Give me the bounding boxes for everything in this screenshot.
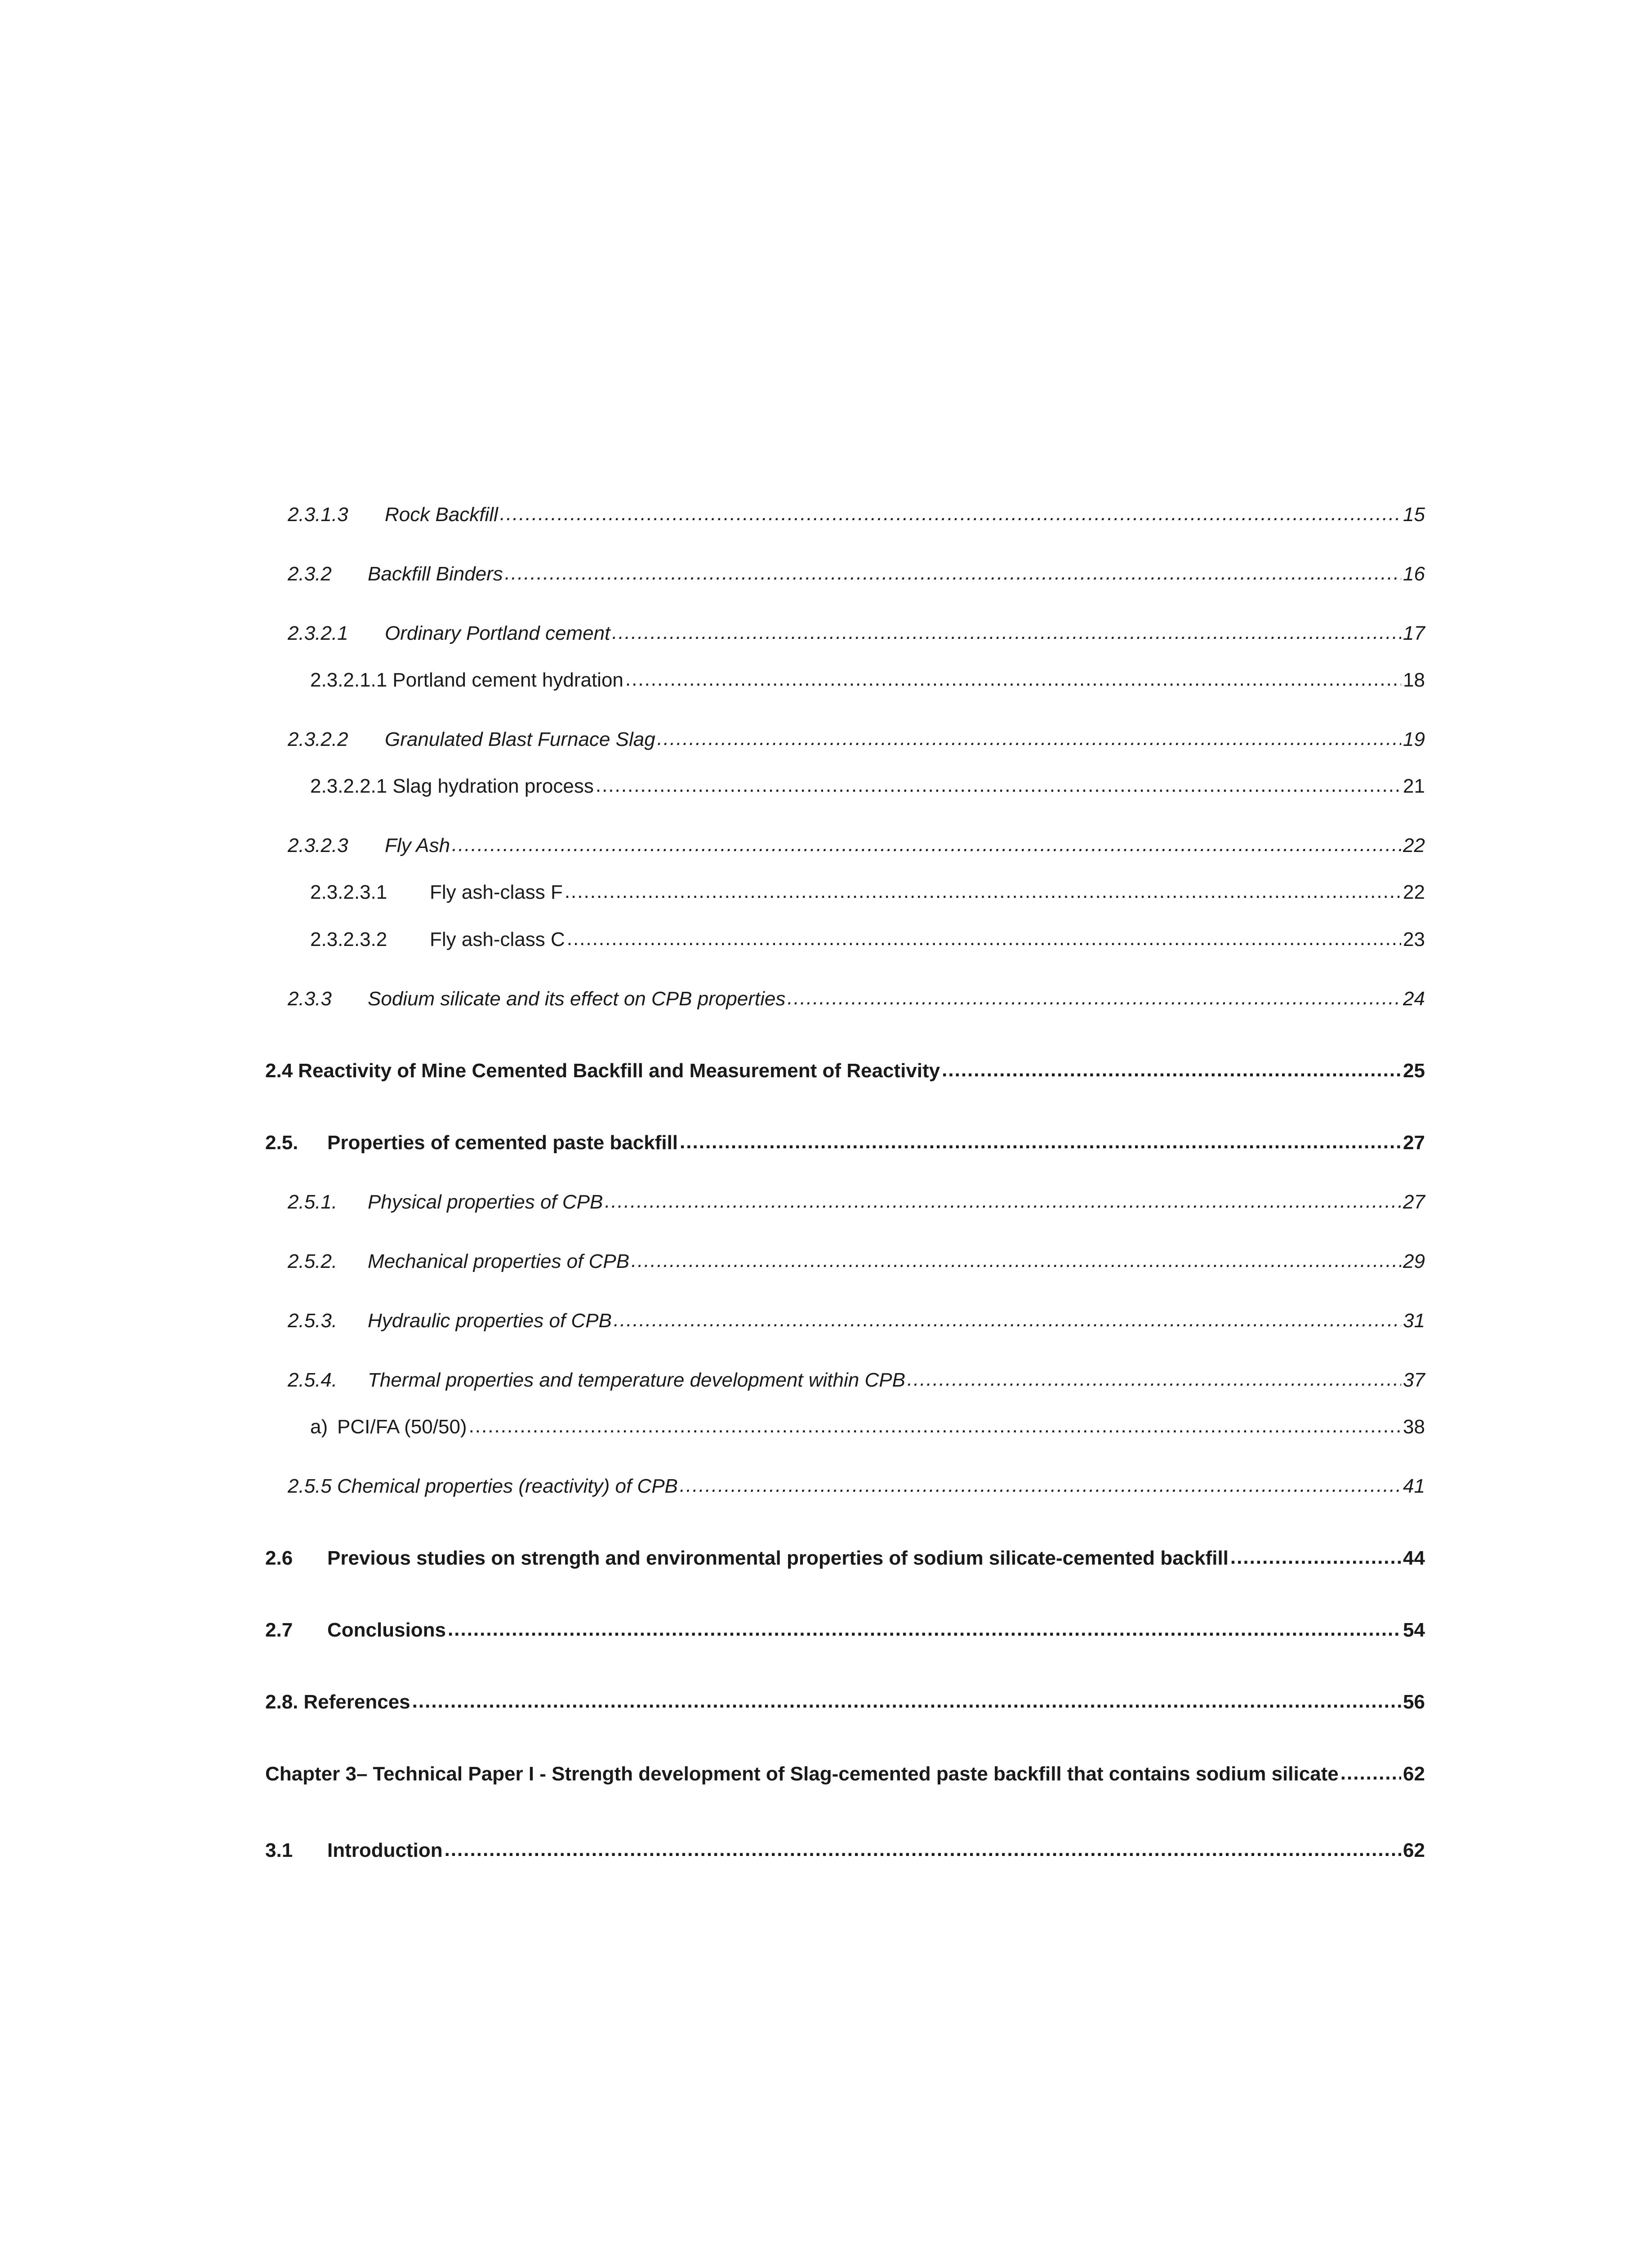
toc-entry-page: 54 xyxy=(1403,1619,1425,1641)
toc-entry-title: Backfill Binders xyxy=(368,563,503,585)
toc-entry-number: 2.3.3 xyxy=(288,988,332,1010)
toc-entry-page: 17 xyxy=(1403,622,1425,644)
toc-leader-dots xyxy=(605,1187,1401,1216)
toc-entry-page: 29 xyxy=(1403,1250,1425,1272)
toc-leader-dots xyxy=(657,724,1401,753)
toc-leader-dots xyxy=(445,1835,1401,1864)
toc-entry[interactable] xyxy=(265,1688,1425,1717)
toc-entry-title: Fly ash-class C xyxy=(430,928,565,950)
toc-entry-number: 2.8. xyxy=(265,1691,298,1713)
toc-entry-title: Chemical properties (reactivity) of CPB xyxy=(337,1475,678,1497)
toc-entry-number: 2.3.2.1 xyxy=(288,622,348,644)
toc-entry[interactable] xyxy=(265,500,1425,529)
toc-entry-number: 2.3.2.3 xyxy=(288,834,348,856)
toc-entry-title: Ordinary Portland cement xyxy=(385,622,610,644)
toc-entry[interactable] xyxy=(265,1544,1425,1573)
toc-leader-dots xyxy=(625,665,1401,694)
toc-entry-number: 2.4 xyxy=(265,1060,293,1082)
toc-leader-dots xyxy=(907,1365,1401,1394)
toc-entry[interactable] xyxy=(265,1128,1425,1157)
toc-entry-number: 2.5.5 xyxy=(288,1475,332,1497)
toc-entry-title: Fly Ash xyxy=(385,834,450,856)
toc-entry-number: 2.6 xyxy=(265,1547,293,1569)
toc-leader-dots xyxy=(500,500,1401,528)
toc-entry-page: 19 xyxy=(1403,728,1425,750)
toc-entry[interactable] xyxy=(265,985,1425,1013)
toc-entry[interactable] xyxy=(265,560,1425,589)
toc-entry-page: 38 xyxy=(1403,1416,1425,1438)
toc-entry-page: 44 xyxy=(1403,1547,1425,1569)
toc-entry[interactable] xyxy=(265,1413,1425,1441)
toc-entry[interactable] xyxy=(265,1472,1425,1501)
toc-entry-page: 18 xyxy=(1403,669,1425,691)
toc-entry-title: Sodium silicate and its effect on CPB properties xyxy=(368,988,786,1010)
toc-entry-page: 27 xyxy=(1403,1191,1425,1213)
toc-entry-page: 62 xyxy=(1403,1839,1425,1861)
toc-entry[interactable] xyxy=(265,925,1425,954)
toc-entry[interactable] xyxy=(265,1366,1425,1395)
toc-leader-dots xyxy=(942,1056,1401,1084)
toc-entry-page: 62 xyxy=(1403,1763,1425,1785)
toc-entry-title: Introduction xyxy=(327,1839,443,1861)
toc-leader-dots xyxy=(412,1687,1401,1716)
toc-entry-number: 2.7 xyxy=(265,1619,293,1641)
toc-entry-page: 15 xyxy=(1403,504,1425,526)
toc-leader-dots xyxy=(680,1128,1401,1156)
toc-entry-number: 2.3.1.3 xyxy=(288,504,348,526)
toc-entry[interactable] xyxy=(265,1247,1425,1276)
toc-entry[interactable] xyxy=(265,666,1425,695)
toc-leader-dots xyxy=(612,618,1401,647)
toc-entry-number: 2.3.2.1.1 xyxy=(310,669,387,691)
toc-entry-title: Thermal properties and temperature development within CPB xyxy=(368,1369,905,1391)
toc-entry-page: 31 xyxy=(1403,1310,1425,1332)
toc-entry-title: Mechanical properties of CPB xyxy=(368,1250,630,1272)
toc-entry[interactable] xyxy=(265,725,1425,754)
toc-leader-dots xyxy=(448,1615,1401,1644)
toc-leader-dots xyxy=(614,1306,1401,1334)
toc-entry-page: 16 xyxy=(1403,563,1425,585)
toc-leader-dots xyxy=(1230,1543,1401,1572)
toc-entry-page: 25 xyxy=(1403,1060,1425,1082)
toc-entry-page: 21 xyxy=(1403,775,1425,797)
toc-entry-number: 2.3.2.3.1 xyxy=(310,881,387,903)
toc-entry-number: 2.5.1. xyxy=(288,1191,338,1213)
toc-entry[interactable] xyxy=(265,831,1425,860)
toc-entry-title: Reactivity of Mine Cemented Backfill and Measurement of Reactivity xyxy=(298,1060,940,1082)
toc-leader-dots xyxy=(469,1412,1401,1441)
toc-entry-number: 2.3.2.2 xyxy=(288,728,348,750)
toc-entry-number: a) xyxy=(310,1416,328,1438)
toc-entry-number: 2.3.2.3.2 xyxy=(310,928,387,950)
toc-entry[interactable] xyxy=(265,1307,1425,1335)
toc-entry-title: References xyxy=(303,1691,410,1713)
toc-entry-page: 23 xyxy=(1403,928,1425,950)
toc-entry-page: 24 xyxy=(1403,988,1425,1010)
toc-entry[interactable] xyxy=(265,619,1425,648)
toc-entry-number: 2.5. xyxy=(265,1132,298,1154)
toc-entry-title: Slag hydration process xyxy=(392,775,594,797)
toc-entry-number: 2.5.2. xyxy=(288,1250,338,1272)
toc-entry-title: Hydraulic properties of CPB xyxy=(368,1310,612,1332)
toc-entry-number: 2.5.3. xyxy=(288,1310,338,1332)
toc-entry[interactable] xyxy=(265,1616,1425,1645)
toc-entry[interactable] xyxy=(265,772,1425,801)
toc-entry-title: Rock Backfill xyxy=(385,504,498,526)
toc-entry-number: 3.1 xyxy=(265,1839,293,1861)
toc-entry[interactable] xyxy=(265,878,1425,907)
toc-entry-title: Physical properties of CPB xyxy=(368,1191,603,1213)
toc-leader-dots xyxy=(787,984,1401,1012)
toc-entry-number: 2.5.4. xyxy=(288,1369,338,1391)
toc-entry-page: 22 xyxy=(1403,834,1425,856)
toc-leader-dots xyxy=(505,559,1401,588)
toc-leader-dots xyxy=(631,1246,1401,1275)
toc-entry-page: 41 xyxy=(1403,1475,1425,1497)
toc-leader-dots xyxy=(567,924,1401,953)
toc-leader-dots xyxy=(565,877,1401,906)
toc-entry-number: 2.3.2 xyxy=(288,563,332,585)
toc-entry-page: 37 xyxy=(1403,1369,1425,1391)
toc-entry-page: 27 xyxy=(1403,1132,1425,1154)
toc-entry[interactable] xyxy=(265,1836,1425,1865)
toc-entry-title: Previous studies on strength and environmental properties of sodium silicate-cemented backfill xyxy=(327,1547,1229,1569)
toc-entry-title: Granulated Blast Furnace Slag xyxy=(385,728,655,750)
toc-entry-page: 56 xyxy=(1403,1691,1425,1713)
toc-leader-dots xyxy=(452,830,1401,859)
toc-entry[interactable] xyxy=(265,1188,1425,1217)
toc-entry-title: PCI/FA (50/50) xyxy=(337,1416,467,1438)
toc-entry-title: Properties of cemented paste backfill xyxy=(327,1132,678,1154)
toc-entry-title: Portland cement hydration xyxy=(392,669,623,691)
toc-entry-page: 22 xyxy=(1403,881,1425,903)
toc-leader-dots xyxy=(596,771,1401,800)
toc-leader-dots xyxy=(1340,1759,1401,1788)
toc-leader-dots xyxy=(680,1471,1401,1500)
toc-entry-title: Technical Paper I - Strength development of Slag-cemented paste backfill that contains sodium silicate xyxy=(373,1763,1339,1785)
toc-entry[interactable] xyxy=(265,1760,1425,1789)
toc-entry-number: Chapter 3– xyxy=(265,1763,368,1785)
toc-entry[interactable] xyxy=(265,1057,1425,1085)
toc-entry-title: Fly ash-class F xyxy=(430,881,563,903)
toc-entry-number: 2.3.2.2.1 xyxy=(310,775,387,797)
toc-entry-title: Conclusions xyxy=(327,1619,446,1641)
